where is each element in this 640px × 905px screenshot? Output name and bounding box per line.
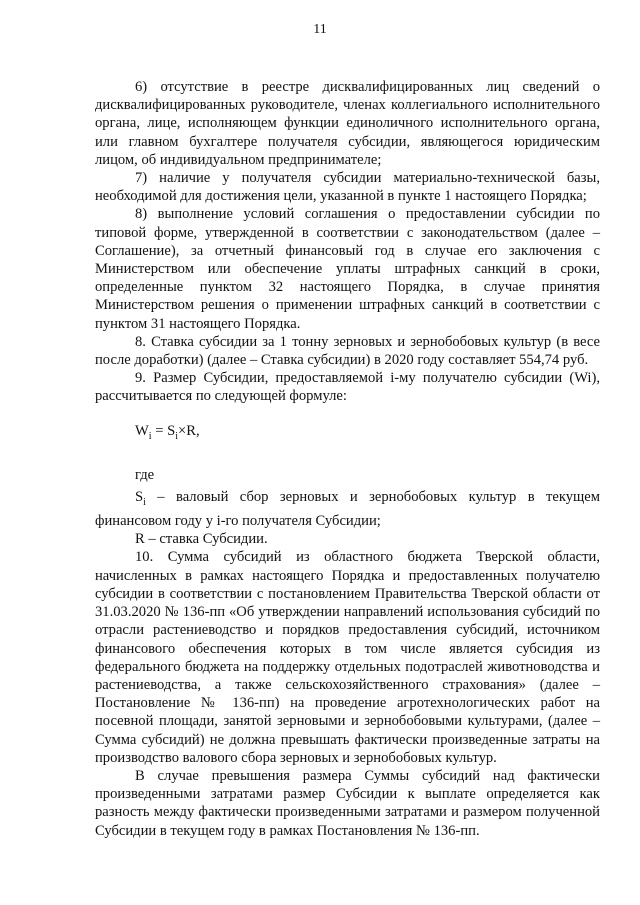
- paragraph-condition-8: 8) выполнение условий соглашения о предоставлении субсидии по типовой форме, утвержденной в соответствии с законодательством (далее – Соглашение), за отчетный финансовый год в случае его заключения с Министерством или обеспечение уплаты штрафных санкций в сроки, определенные пунктом 32 настоящего Порядка, в случае принятия Министерством решения о применении штрафных санкций в соответствии с пунктом 31 настоящего Порядка.: [95, 206, 600, 332]
- paragraph-excess: В случае превышения размера Суммы субсидий над фактически произведенными затратами размер Субсидии к выплате определяется как разность между фактически произведенными затратами и размером полученной Субсидии в текущем году в рамках Постановления № 136-пп.: [95, 767, 600, 839]
- document-body: [95, 78, 600, 840]
- formula-w-subscript: i: [148, 430, 152, 442]
- page-number: 11: [313, 22, 327, 37]
- formula-rest: ×R,: [178, 422, 200, 439]
- paragraph-item-10: 10. Сумма субсидий из областного бюджета Тверской области, начисленных в рамках настоящего Порядка и предоставленных получателю субсидии в соответствии с постановлением Правительства Тверской области от 31.03.2020 № 136-пп «Об утверждении направлений использования субсидий по отрасли растениеводство и порядков предоставления субсидий, источником финансового обеспечения которых в том числе является субсидия из федерального бюджета на поддержку отдельных подотраслей животноводства и растениеводства, а также сельскохозяйственного страхования» (далее – Постановление № 136-пп) на проведение агротехнологических работ на посевной площади, занятой зерновыми и зернобобовыми культурами, (далее – Сумма субсидий) не должна превышать фактически произведенные затраты на производство валового сбора зерновых и зернобобовых культур.: [95, 549, 600, 766]
- formula-w: W: [135, 422, 149, 439]
- paragraph-condition-7: 7) наличие у получателя субсидии материально-технической базы, необходимой для достижения цели, указанной в пункте 1 настоящего Порядка;: [95, 170, 600, 205]
- formula-s-subscript: i: [175, 430, 178, 442]
- definition-s-subscript: i: [143, 496, 146, 508]
- paragraph-condition-6: 6) отсутствие в реестре дисквалифицированных лиц сведений о дисквалифицированных руководителе, членах коллегиального исполнительного органа, лице, исполняющем функции единоличного исполнительного органа, или главном бухгалтере получателя субсидии, являющегося юридическим лицом, об индивидуальном предпринимателе;: [95, 79, 600, 168]
- formula: [95, 422, 600, 446]
- definitions-where: где: [135, 466, 155, 483]
- paragraph-item-8: 8. Ставка субсидии за 1 тонну зерновых и зернобобовых культур (в весе после доработки) (далее – Ставка субсидии) в 2020 году составляет 554,74 руб.: [95, 333, 600, 369]
- definition-r: R – ставка Субсидии.: [135, 531, 268, 548]
- definition-s-symbol: S: [135, 488, 144, 505]
- paragraph-item-9: 9. Размер Субсидии, предоставляемой i-му получателю субсидии (Wi), рассчитывается по следующей формуле:: [95, 370, 600, 405]
- formula-equals-s: = S: [151, 422, 176, 439]
- definition-s-text: – валовый сбор зерновых и зернобобовых культур в текущем финансовом году у i-го получателя Субсидии;: [95, 488, 600, 530]
- definition-s: [95, 488, 600, 530]
